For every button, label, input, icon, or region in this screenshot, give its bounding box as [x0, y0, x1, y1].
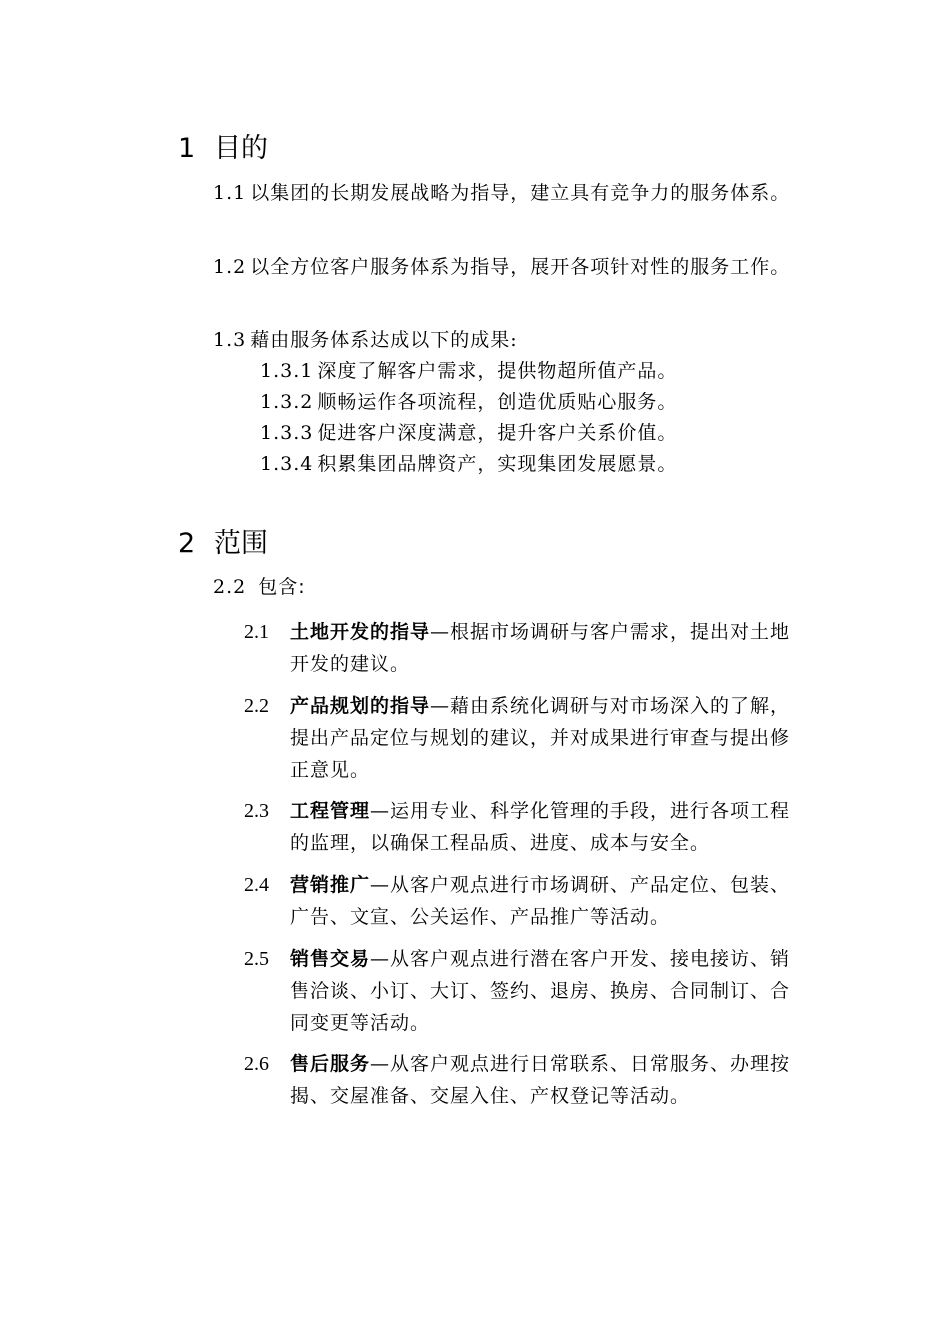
item-number: 2.3: [244, 800, 269, 822]
subitem-number: 1.3.4: [260, 453, 314, 475]
section-1-heading: [178, 132, 268, 166]
section-2-intro: [213, 572, 813, 603]
paragraph-text: 以集团的长期发展战略为指导，建立具有竞争力的服务体系。: [250, 182, 791, 204]
subitem-number: 1.3.2: [260, 391, 314, 413]
item-number: 2.1: [244, 621, 269, 643]
section-2-heading: [178, 527, 268, 561]
subitem-1-3-2: [260, 387, 677, 418]
item-number: 2.2: [244, 695, 269, 717]
scope-item-2-3: [244, 795, 804, 859]
paragraph-text: 以全方位客户服务体系为指导，展开各项针对性的服务工作。: [250, 256, 791, 278]
item-title: 售后服务: [290, 1053, 371, 1075]
paragraph-1-3: [213, 325, 813, 356]
subitem-text: 积累集团品牌资产，实现集团发展愿景。: [317, 453, 678, 475]
item-description: —运用专业、科学化管理的手段，进行各项工程的监理，以确保工程品质、进度、成本与安全。: [290, 800, 791, 854]
item-title: 营销推广: [290, 874, 371, 896]
scope-item-2-2: [244, 690, 804, 786]
scope-item-2-5: [244, 943, 804, 1039]
section-1-title: 目的: [214, 133, 268, 164]
item-number: 2.5: [244, 948, 269, 970]
subitem-text: 促进客户深度满意，提升客户关系价值。: [317, 422, 678, 444]
item-description: —从客户观点进行潜在客户开发、接电接访、销售洽谈、小订、大订、签约、退房、换房、合同制订、合同变更等活动。: [290, 948, 791, 1034]
scope-item-2-1: [244, 616, 804, 680]
item-number: 2.4: [244, 874, 269, 896]
paragraph-number: 1.2: [213, 256, 247, 278]
paragraph-text: 藉由服务体系达成以下的成果:: [250, 329, 518, 351]
paragraph-number: 1.1: [213, 182, 247, 204]
item-title: 产品规划的指导: [290, 695, 431, 717]
intro-number: 2.2: [213, 576, 247, 598]
subitem-text: 深度了解客户需求，提供物超所值产品。: [317, 360, 678, 382]
section-1-number: 1: [178, 133, 196, 164]
item-description: —根据市场调研与客户需求，提出对土地开发的建议。: [290, 621, 791, 675]
item-title: 土地开发的指导: [290, 621, 431, 643]
subitem-text: 顺畅运作各项流程，创造优质贴心服务。: [317, 391, 678, 413]
subitem-number: 1.3.1: [260, 360, 314, 382]
item-title: 销售交易: [290, 948, 371, 970]
paragraph-number: 1.3: [213, 329, 247, 351]
item-number: 2.6: [244, 1053, 269, 1075]
scope-item-2-4: [244, 869, 804, 933]
intro-text: 包含:: [258, 576, 306, 598]
subitem-number: 1.3.3: [260, 422, 314, 444]
section-2-number: 2: [178, 528, 196, 559]
section-2-title: 范围: [214, 528, 268, 559]
subitem-1-3-1: [260, 356, 677, 387]
item-description: —从客户观点进行市场调研、产品定位、包装、广告、文宣、公关运作、产品推广等活动。: [290, 874, 791, 928]
paragraph-1-1: [213, 178, 813, 209]
scope-item-2-6: [244, 1048, 804, 1112]
subitem-1-3-4: [260, 449, 677, 480]
item-title: 工程管理: [290, 800, 371, 822]
subitem-1-3-3: [260, 418, 677, 449]
item-description: —从客户观点进行日常联系、日常服务、办理按揭、交屋准备、交屋入住、产权登记等活动。: [290, 1053, 791, 1107]
item-description: —藉由系统化调研与对市场深入的了解，提出产品定位与规划的建议，并对成果进行审查与提出修正意见。: [290, 695, 791, 781]
paragraph-1-2: [213, 252, 813, 283]
